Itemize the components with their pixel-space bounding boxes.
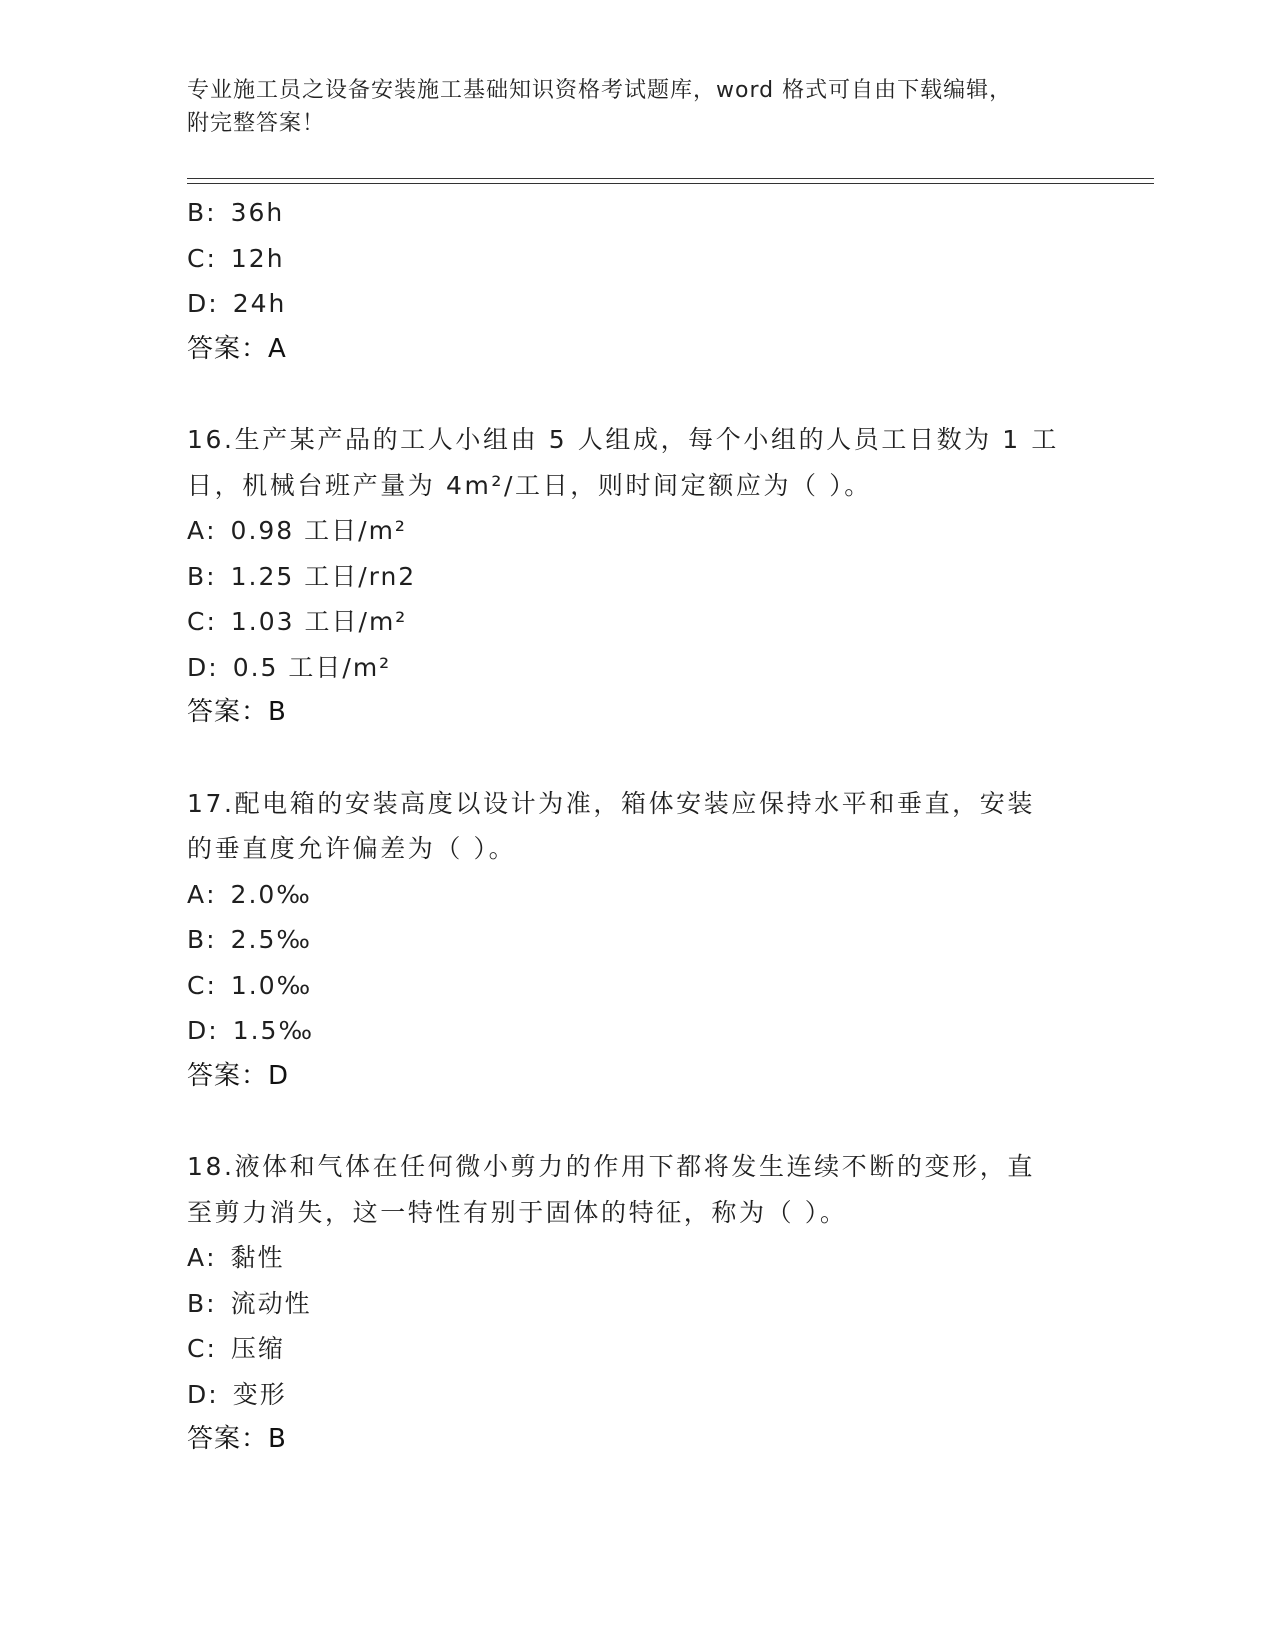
option-a: A: 2.0‰: [187, 879, 312, 909]
question-16: [187, 417, 1087, 736]
option-d: D: 0.5 工日/m²: [187, 652, 392, 682]
question-text: 16.生产某产品的工人小组由 5 人组成，每个小组的人员工日数为 1 工: [187, 425, 1059, 454]
option-a: A: 黏性: [187, 1243, 285, 1272]
question-17: [187, 781, 1087, 1100]
option-a: A: 0.98 工日/m²: [187, 516, 407, 545]
question-text-cont: 的垂直度允许偏差为（ ）。: [187, 834, 517, 863]
option-c: C: 1.03 工日/m²: [187, 607, 408, 636]
option-c: C: 12h: [187, 243, 285, 273]
question-text: 18.液体和气体在任何微小剪力的作用下都将发生连续不断的变形，直: [187, 1152, 1035, 1181]
option-d: D: 24h: [187, 289, 287, 318]
question-text: 17.配电箱的安装高度以设计为准，箱体安装应保持水平和垂直，安装: [187, 788, 1035, 818]
option-b: B: 1.25 工日/rn2: [187, 561, 417, 591]
option-d: D: 变形: [187, 1379, 287, 1409]
answer-line: 答案：A: [187, 333, 287, 364]
answer-line: 答案：B: [187, 1424, 287, 1454]
page-header: [187, 74, 1087, 140]
option-c: C: 1.0‰: [187, 970, 313, 1000]
answer-line: 答案：B: [187, 697, 287, 727]
option-b: B: 2.5‰: [187, 925, 312, 954]
question-18: [187, 1144, 1087, 1463]
question-list: [187, 190, 1087, 1463]
header-divider: [187, 178, 1154, 184]
continued-question: [187, 190, 1087, 372]
header-line-2: 附完整答案！: [187, 111, 326, 136]
option-b: B: 36h: [187, 198, 285, 227]
answer-line: 答案：D: [187, 1060, 290, 1091]
option-b: B: 流动性: [187, 1288, 312, 1318]
option-d: D: 1.5‰: [187, 1016, 315, 1045]
question-text-cont: 至剪力消失，这一特性有别于固体的特征，称为（ ）。: [187, 1197, 848, 1227]
option-c: C: 压缩: [187, 1334, 285, 1363]
header-line-1: 专业施工员之设备安装施工基础知识资格考试题库，word 格式可自由下载编辑，: [187, 78, 1013, 103]
question-text-cont: 日，机械台班产量为 4m²/工日，则时间定额应为（ ）。: [187, 470, 872, 500]
